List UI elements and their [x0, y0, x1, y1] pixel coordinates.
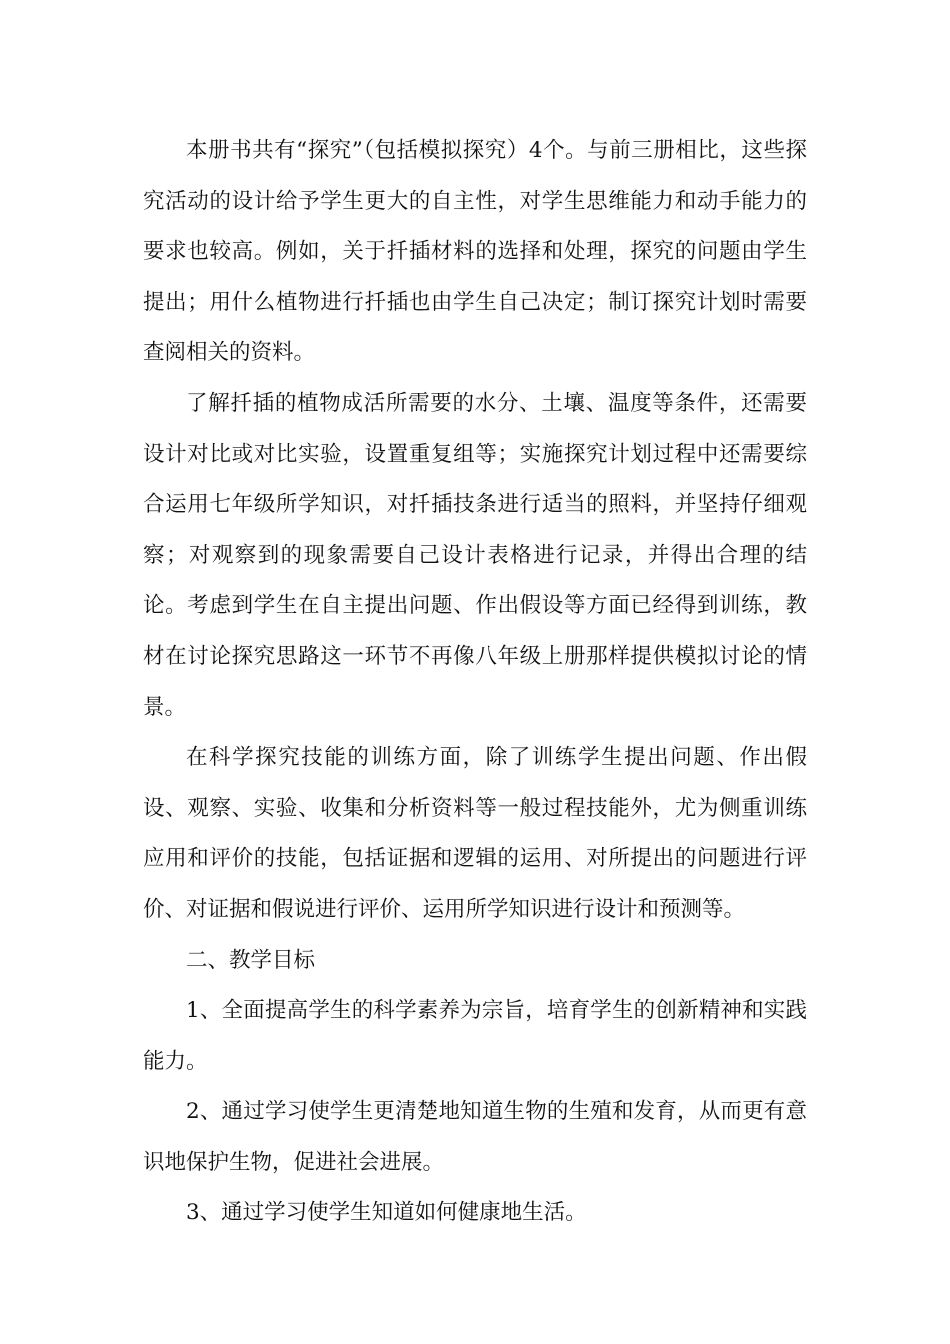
paragraph-skill-training: 在科学探究技能的训练方面，除了训练学生提出问题、作出假设、观察、实验、收集和分析资料等一般过程技能外，尤为侧重训练应用和评价的技能，包括证据和逻辑的运用、对所提出的问题进行评价、对证据和假说进行评价、运用所学知识进行设计和预测等。	[143, 745, 807, 922]
paragraph-cutting-conditions: 了解扦插的植物成活所需要的水分、土壤、温度等条件，还需要设计对比或对比实验，设置重复组等；实施探究计划过程中还需要综合运用七年级所学知识，对扦插技条进行适当的照料，并坚持仔细观察；对观察到的现象需要自己设计表格进行记录，并得出合理的结论。考虑到学生在自主提出问题、作出假设等方面已经得到训练，教材在讨论探究思路这一环节不再像八年级上册那样提供模拟讨论的情景。	[143, 390, 807, 720]
section-heading-teaching-goals: 二、教学目标	[186, 947, 316, 973]
goal-item-3: 3、通过学习使学生知道如何健康地生活。	[186, 1200, 587, 1226]
document-body	[143, 126, 807, 1239]
goal-item-1: 1、全面提高学生的科学素养为宗旨，培育学生的创新精神和实践能力。	[143, 998, 807, 1074]
paragraph-inquiry-count: 本册书共有“探究”（包括模拟探究）4个。与前三册相比，这些探究活动的设计给予学生更大的自主性，对学生思维能力和动手能力的要求也较高。例如，关于扦插材料的选择和处理，探究的问题由学生提出；用什么植物进行扦插也由学生自己决定；制订探究计划时需要查阅相关的资料。	[143, 138, 807, 366]
goal-item-2: 2、通过学习使学生更清楚地知道生物的生殖和发育，从而更有意识地保护生物，促进社会进展。	[143, 1099, 807, 1175]
